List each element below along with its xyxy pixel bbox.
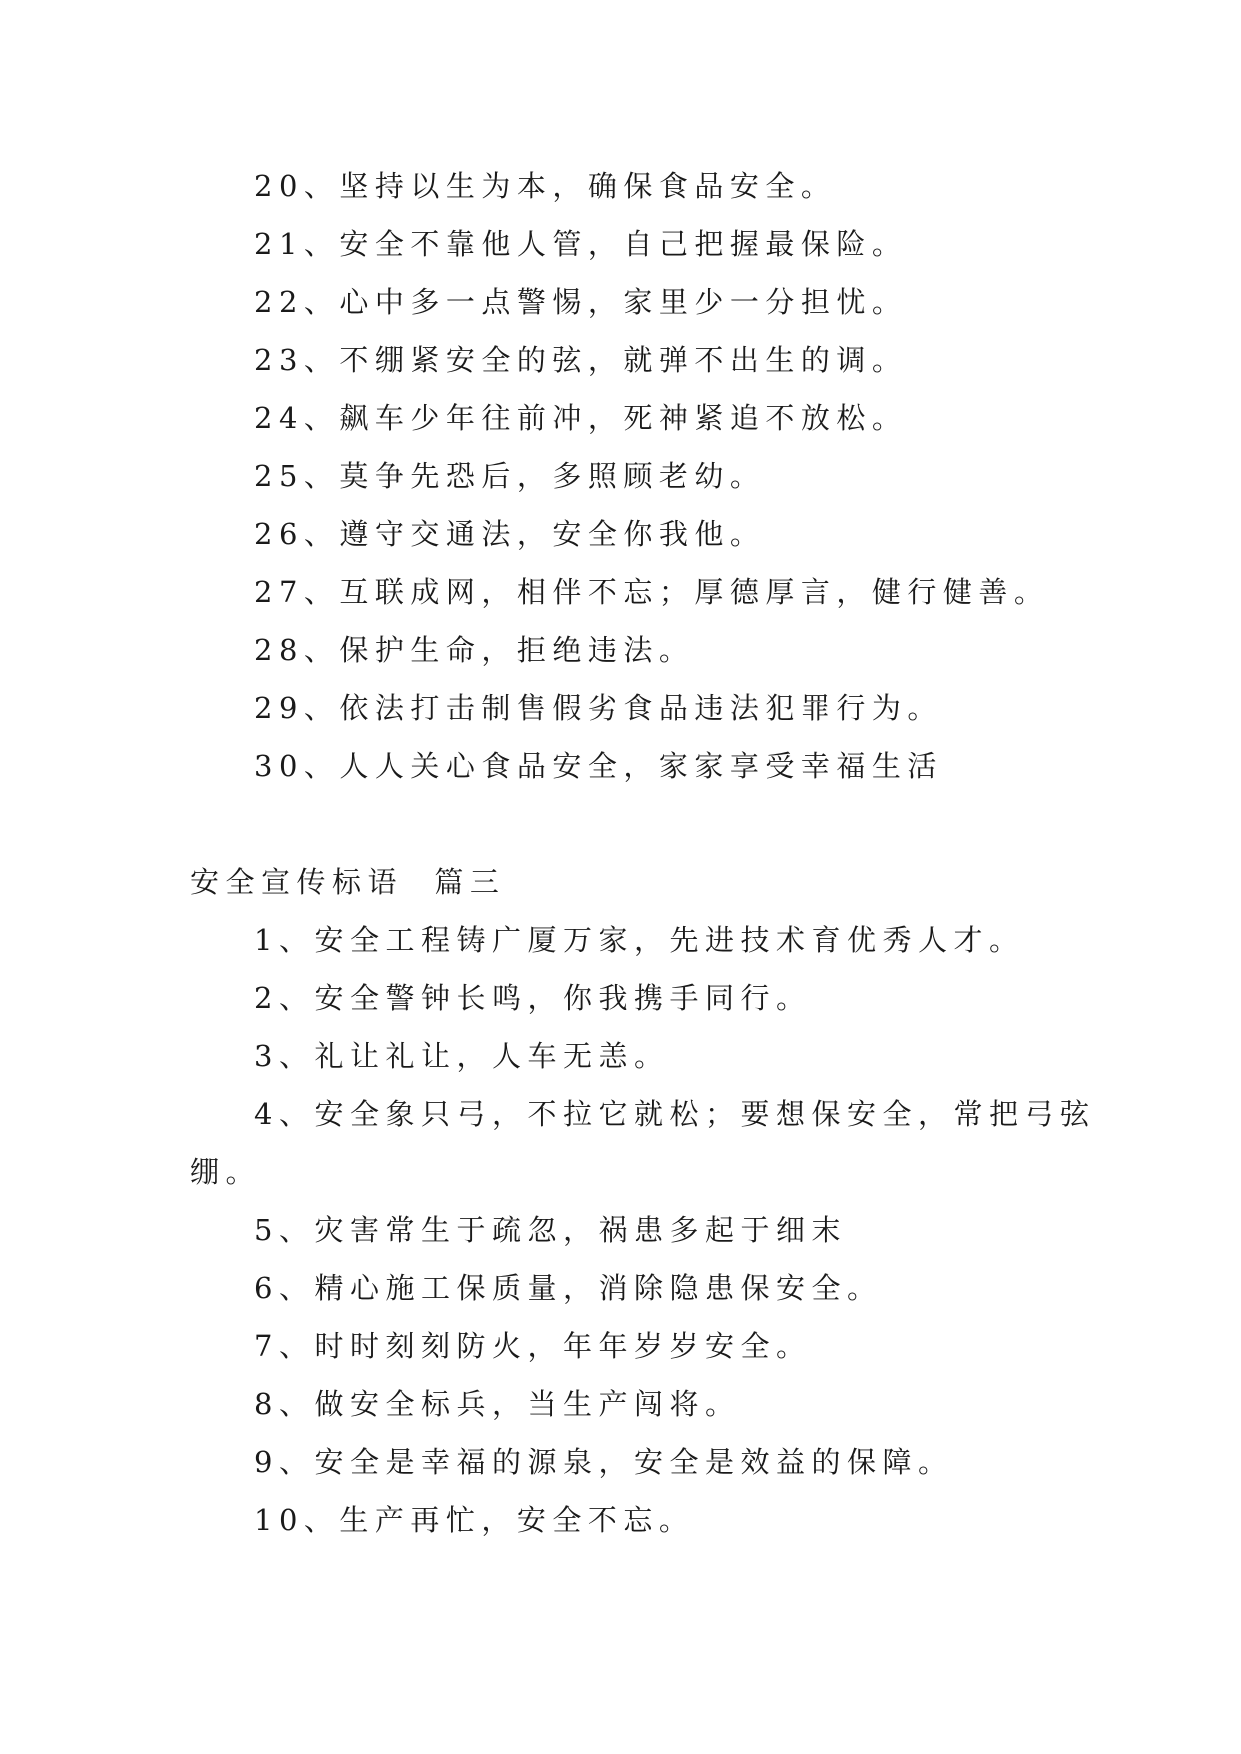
slogan-4: 4、安全象只弓，不拉它就松；要想保安全，常把弓弦 xyxy=(254,1097,1096,1131)
slogan-4-continuation: 绷。 xyxy=(190,1155,262,1189)
slogan-30: 30、人人关心食品安全，家家享受幸福生活 xyxy=(254,749,943,783)
slogan-8: 8、做安全标兵，当生产闯将。 xyxy=(254,1387,741,1421)
slogan-29: 29、依法打击制售假劣食品违法犯罪行为。 xyxy=(254,691,943,725)
slogan-28: 28、保护生命，拒绝违法。 xyxy=(254,633,695,667)
slogan-7: 7、时时刻刻防火，年年岁岁安全。 xyxy=(254,1329,812,1363)
slogan-9: 9、安全是幸福的源泉，安全是效益的保障。 xyxy=(254,1445,954,1479)
slogan-2: 2、安全警钟长鸣，你我携手同行。 xyxy=(254,981,812,1015)
slogan-27: 27、互联成网，相伴不忘；厚德厚言，健行健善。 xyxy=(254,575,1050,609)
slogan-3: 3、礼让礼让，人车无恙。 xyxy=(254,1039,670,1073)
slogan-26: 26、遵守交通法，安全你我他。 xyxy=(254,517,766,551)
slogan-23: 23、不绷紧安全的弦，就弹不出生的调。 xyxy=(254,343,908,377)
slogan-5: 5、灾害常生于疏忽，祸患多起于细末 xyxy=(254,1213,847,1247)
slogan-25: 25、莫争先恐后，多照顾老幼。 xyxy=(254,459,766,493)
slogan-20: 20、坚持以生为本，确保食品安全。 xyxy=(254,169,837,203)
slogan-22: 22、心中多一点警惕，家里少一分担忧。 xyxy=(254,285,908,319)
section-heading: 安全宣传标语 篇三 xyxy=(190,865,506,899)
slogan-24: 24、飙车少年往前冲，死神紧追不放松。 xyxy=(254,401,908,435)
slogan-10: 10、生产再忙，安全不忘。 xyxy=(254,1503,695,1537)
slogan-6: 6、精心施工保质量，消除隐患保安全。 xyxy=(254,1271,883,1305)
slogan-1: 1、安全工程铸广厦万家，先进技术育优秀人才。 xyxy=(254,923,1025,957)
slogan-21: 21、安全不靠他人管，自己把握最保险。 xyxy=(254,227,908,261)
